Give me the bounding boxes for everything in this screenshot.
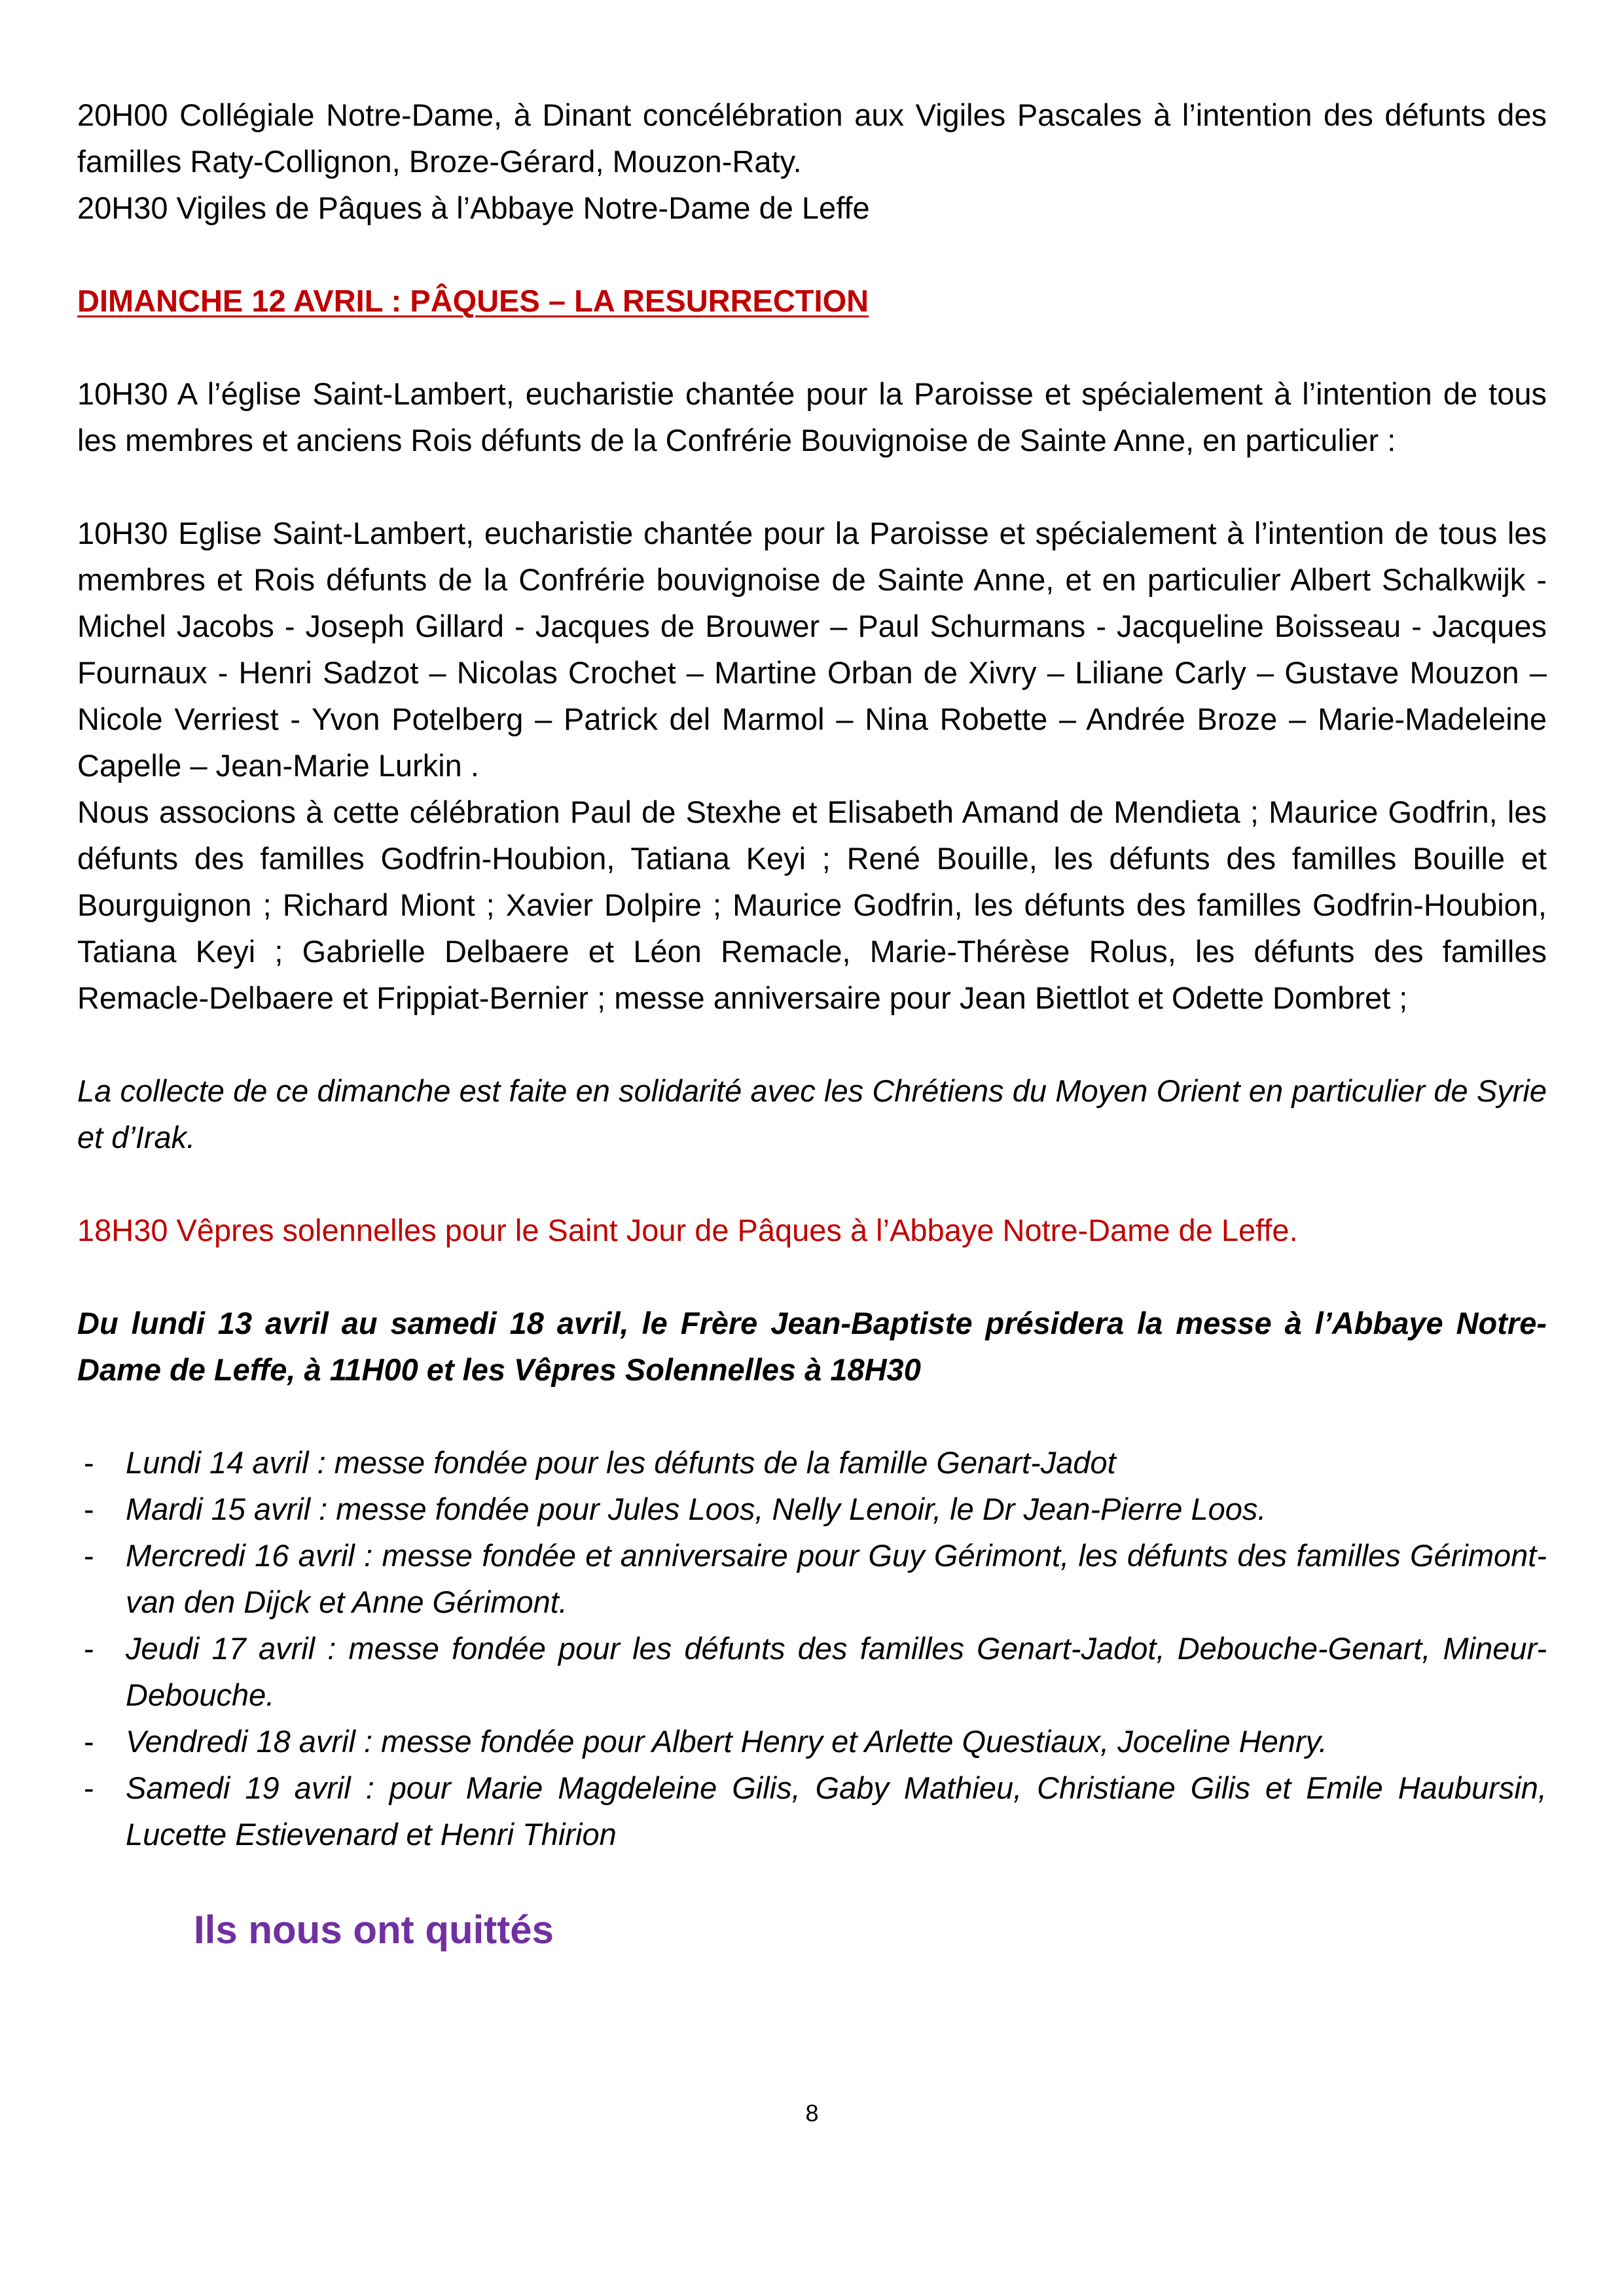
spacer [77,463,1547,510]
list-item: - Samedi 19 avril : pour Marie Magdeleine Gilis, Gaby Mathieu, Christiane Gilis et Emile Haubursin, Lucette Estievenard et Henri Thirion [77,1765,1547,1857]
list-item: - Mardi 15 avril : messe fondée pour Jules Loos, Nelly Lenoir, le Dr Jean-Pierre Loos. [77,1486,1547,1532]
list-item: - Jeudi 17 avril : messe fondée pour les défunts des familles Genart-Jadot, Debouche-Genart, Mineur-Debouche. [77,1625,1547,1718]
document-page [77,92,1547,1956]
spacer [77,1160,1547,1207]
list-item: - Mercredi 16 avril : messe fondée et anniversaire pour Guy Gérimont, les défunts des familles Gérimont-van den Dijck et Anne Gérimont. [77,1532,1547,1625]
spacer [77,1253,1547,1300]
sunday-intentions-paragraph: Nous associons à cette célébration Paul de Stexhe et Elisabeth Amand de Mendieta ; Maurice Godfrin, les défunts des familles Godfrin-Houbion, Tatiana Keyi ; René Bouille, les défunts des familles Bouille et Bourguignon ; Richard Miont ; Xavier Dolpire ; Maurice Godfrin, les défunts des familles Godfrin-Houbion, Tatiana Keyi ; Gabrielle Delbaere et Léon Remacle, Marie-Thérèse Rolus, les défunts des familles Remacle-Delbaere et Frippiat-Bernier ; messe anniversaire pour Jean Biettlot et Odette Dombret ; [77,795,1547,1015]
spacer [77,1393,1547,1439]
spacer [77,1857,1547,1904]
intro-line-dinant: 20H00 Collégiale Notre-Dame, à Dinant concélébration aux Vigiles Pascales à l’intention des défunts des familles Raty-Collignon, Broze-Gérard, Mouzon-Raty. [77,98,1547,179]
week-intro: Du lundi 13 avril au samedi 18 avril, le Frère Jean-Baptiste présidera la messe à l’Abbaye Notre-Dame de Leffe, à 11H00 et les Vêpres Solennelles à 18H30 [77,1306,1547,1387]
vespers-line: 18H30 Vêpres solennelles pour le Saint Jour de Pâques à l’Abbaye Notre-Dame de Leffe. [77,1213,1298,1247]
spacer [77,231,1547,278]
list-item: - Vendredi 18 avril : messe fondée pour Albert Henry et Arlette Questiaux, Joceline Henry. [77,1718,1547,1765]
sunday-mass-paragraph-1: 10H30 A l’église Saint-Lambert, eucharistie chantée pour la Paroisse et spécialement à l’intention de tous les membres et anciens Rois défunts de la Confrérie Bouvignoise de Sainte Anne, en particulier : [77,376,1547,457]
spacer [77,1021,1547,1067]
sunday-mass-paragraph-2: 10H30 Eglise Saint-Lambert, eucharistie chantée pour la Paroisse et spécialement à l’intention de tous les membres et Rois défunts de la Confrérie bouvignoise de Sainte Anne, et en particulier Albert Schalkwijk - Michel Jacobs - Joseph Gillard - Jacques de Brouwer – Paul Schurmans - Jacqueline Boisseau - Jacques Fournaux - Henri Sadzot – Nicolas Crochet – Martine Orban de Xivry – Liliane Carly – Gustave Mouzon – Nicole Verriest - Yvon Potelberg – Patrick del Marmol – Nina Robette – Andrée Broze – Marie-Madeleine Capelle – Jean-Marie Lurkin . [77,516,1547,783]
deaths-section-title: Ils nous ont quittés [194,1908,554,1952]
spacer [77,324,1547,370]
page-number: 8 [805,2100,819,2126]
collecte-note: La collecte de ce dimanche est faite en solidarité avec les Chrétiens du Moyen Orient en particulier de Syrie et d’Irak. [77,1073,1547,1155]
sunday-heading: DIMANCHE 12 AVRIL : PÂQUES – LA RESURRECTION [77,283,869,318]
intro-line-leffe: 20H30 Vigiles de Pâques à l’Abbaye Notre-Dame de Leffe [77,190,870,225]
list-item: - Lundi 14 avril : messe fondée pour les défunts de la famille Genart-Jadot [77,1439,1547,1486]
week-mass-list [77,1439,1547,1857]
